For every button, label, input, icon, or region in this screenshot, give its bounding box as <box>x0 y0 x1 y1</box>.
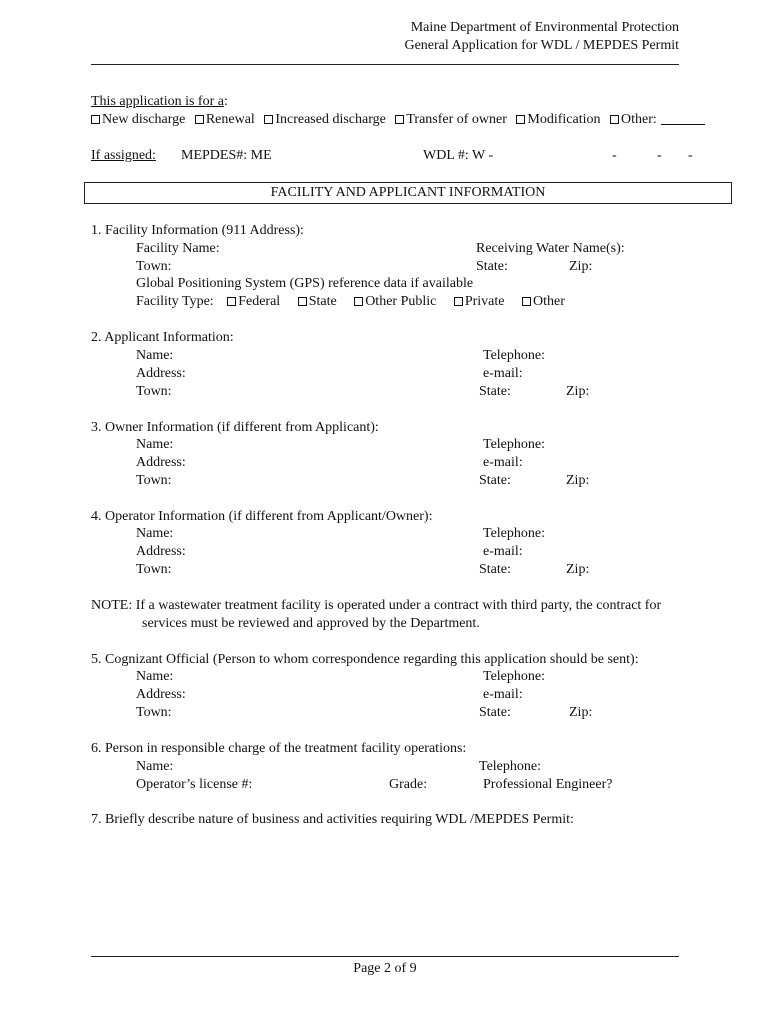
section2-title: 2. Applicant Information: <box>91 330 234 345</box>
transfer-of-owner-label: Transfer of owner <box>406 112 507 127</box>
other-public-label: Other Public <box>365 294 437 309</box>
owner-email-field[interactable]: e-mail: <box>483 455 523 470</box>
federal-label: Federal <box>238 294 281 309</box>
operator-state-field[interactable]: State: <box>479 562 511 577</box>
renewal-label: Renewal <box>205 112 255 127</box>
wdl-dash-1: - <box>612 148 617 163</box>
facility-name-field[interactable]: Facility Name: <box>136 241 220 256</box>
header-divider <box>91 64 679 65</box>
modification-label: Modification <box>527 112 601 127</box>
responsible-name-field[interactable]: Name: <box>136 759 174 774</box>
facility-type-row <box>136 293 565 311</box>
private-label: Private <box>464 294 505 309</box>
section-banner: FACILITY AND APPLICANT INFORMATION <box>84 182 732 204</box>
section5-title: 5. Cognizant Official (Person to whom correspondence regarding this application should be sent): <box>91 652 639 667</box>
applicant-telephone-field[interactable]: Telephone: <box>483 348 545 363</box>
note-line-1: NOTE: If a wastewater treatment facility is operated under a contract with third party, the contract for <box>91 598 662 613</box>
gps-field[interactable]: Global Positioning System (GPS) reference data if available <box>136 276 474 291</box>
wdl-dash-2: - <box>657 148 662 163</box>
owner-name-field[interactable]: Name: <box>136 437 174 452</box>
facility-zip-field[interactable]: Zip: <box>569 259 593 274</box>
official-state-field[interactable]: State: <box>479 705 511 720</box>
other-type-checkbox[interactable] <box>522 297 531 306</box>
official-address-field[interactable]: Address: <box>136 687 186 702</box>
other-blank-field[interactable] <box>661 112 705 125</box>
footer-divider <box>91 956 679 957</box>
note-line-2: services must be reviewed and approved by the Department. <box>142 616 480 631</box>
receiving-water-field[interactable]: Receiving Water Name(s): <box>476 241 625 256</box>
header-form-title: General Application for WDL / MEPDES Permit <box>404 38 679 53</box>
owner-town-field[interactable]: Town: <box>136 473 172 488</box>
owner-state-field[interactable]: State: <box>479 473 511 488</box>
header-agency: Maine Department of Environmental Protection <box>410 20 679 35</box>
application-type-options <box>91 111 705 129</box>
page-number: Page 2 of 9 <box>353 961 417 976</box>
operator-address-field[interactable]: Address: <box>136 544 186 559</box>
operator-name-field[interactable]: Name: <box>136 526 174 541</box>
renewal-checkbox[interactable] <box>195 115 204 124</box>
facility-state-field[interactable]: State: <box>476 259 508 274</box>
new-discharge-checkbox[interactable] <box>91 115 100 124</box>
applicant-email-field[interactable]: e-mail: <box>483 366 523 381</box>
increased-discharge-label: Increased discharge <box>275 112 386 127</box>
facility-town-field[interactable]: Town: <box>136 259 172 274</box>
private-checkbox[interactable] <box>454 297 463 306</box>
owner-zip-field[interactable]: Zip: <box>566 473 590 488</box>
facility-type-label: Facility Type: <box>136 294 214 309</box>
grade-field[interactable]: Grade: <box>389 777 428 792</box>
operator-zip-field[interactable]: Zip: <box>566 562 590 577</box>
new-discharge-label: New discharge <box>102 112 186 127</box>
operator-email-field[interactable]: e-mail: <box>483 544 523 559</box>
if-assigned-label: If assigned: <box>91 148 156 163</box>
applicant-state-field[interactable]: State: <box>479 384 511 399</box>
modification-checkbox[interactable] <box>516 115 525 124</box>
other-label: Other: <box>621 112 657 127</box>
business-description-field[interactable] <box>91 832 679 942</box>
official-name-field[interactable]: Name: <box>136 669 174 684</box>
federal-checkbox[interactable] <box>227 297 236 306</box>
state-label: State <box>308 294 337 309</box>
official-town-field[interactable]: Town: <box>136 705 172 720</box>
wdl-number-field[interactable]: WDL #: W - <box>423 148 494 163</box>
operator-license-field[interactable]: Operator’s license #: <box>136 777 253 792</box>
official-email-field[interactable]: e-mail: <box>483 687 523 702</box>
applicant-town-field[interactable]: Town: <box>136 384 172 399</box>
section4-title: 4. Operator Information (if different from Applicant/Owner): <box>91 509 433 524</box>
owner-address-field[interactable]: Address: <box>136 455 186 470</box>
applicant-zip-field[interactable]: Zip: <box>566 384 590 399</box>
wdl-dash-3: - <box>688 148 693 163</box>
other-public-checkbox[interactable] <box>354 297 363 306</box>
section3-title: 3. Owner Information (if different from Applicant): <box>91 420 379 435</box>
operator-town-field[interactable]: Town: <box>136 562 172 577</box>
section6-title: 6. Person in responsible charge of the treatment facility operations: <box>91 741 467 756</box>
other-checkbox[interactable] <box>610 115 619 124</box>
section1-title: 1. Facility Information (911 Address): <box>91 223 304 238</box>
official-telephone-field[interactable]: Telephone: <box>483 669 545 684</box>
operator-telephone-field[interactable]: Telephone: <box>483 526 545 541</box>
applicant-name-field[interactable]: Name: <box>136 348 174 363</box>
professional-engineer-field[interactable]: Professional Engineer? <box>483 777 613 792</box>
section7-title: 7. Briefly describe nature of business and activities requiring WDL /MEPDES Permit: <box>91 812 574 827</box>
mepdes-number-field[interactable]: MEPDES#: ME <box>181 148 272 163</box>
other-type-label: Other <box>533 294 565 309</box>
applicant-address-field[interactable]: Address: <box>136 366 186 381</box>
responsible-telephone-field[interactable]: Telephone: <box>479 759 541 774</box>
official-zip-field[interactable]: Zip: <box>569 705 593 720</box>
increased-discharge-checkbox[interactable] <box>264 115 273 124</box>
transfer-of-owner-checkbox[interactable] <box>395 115 404 124</box>
state-checkbox[interactable] <box>298 297 307 306</box>
application-type-label: This application is for a: <box>91 94 228 109</box>
owner-telephone-field[interactable]: Telephone: <box>483 437 545 452</box>
